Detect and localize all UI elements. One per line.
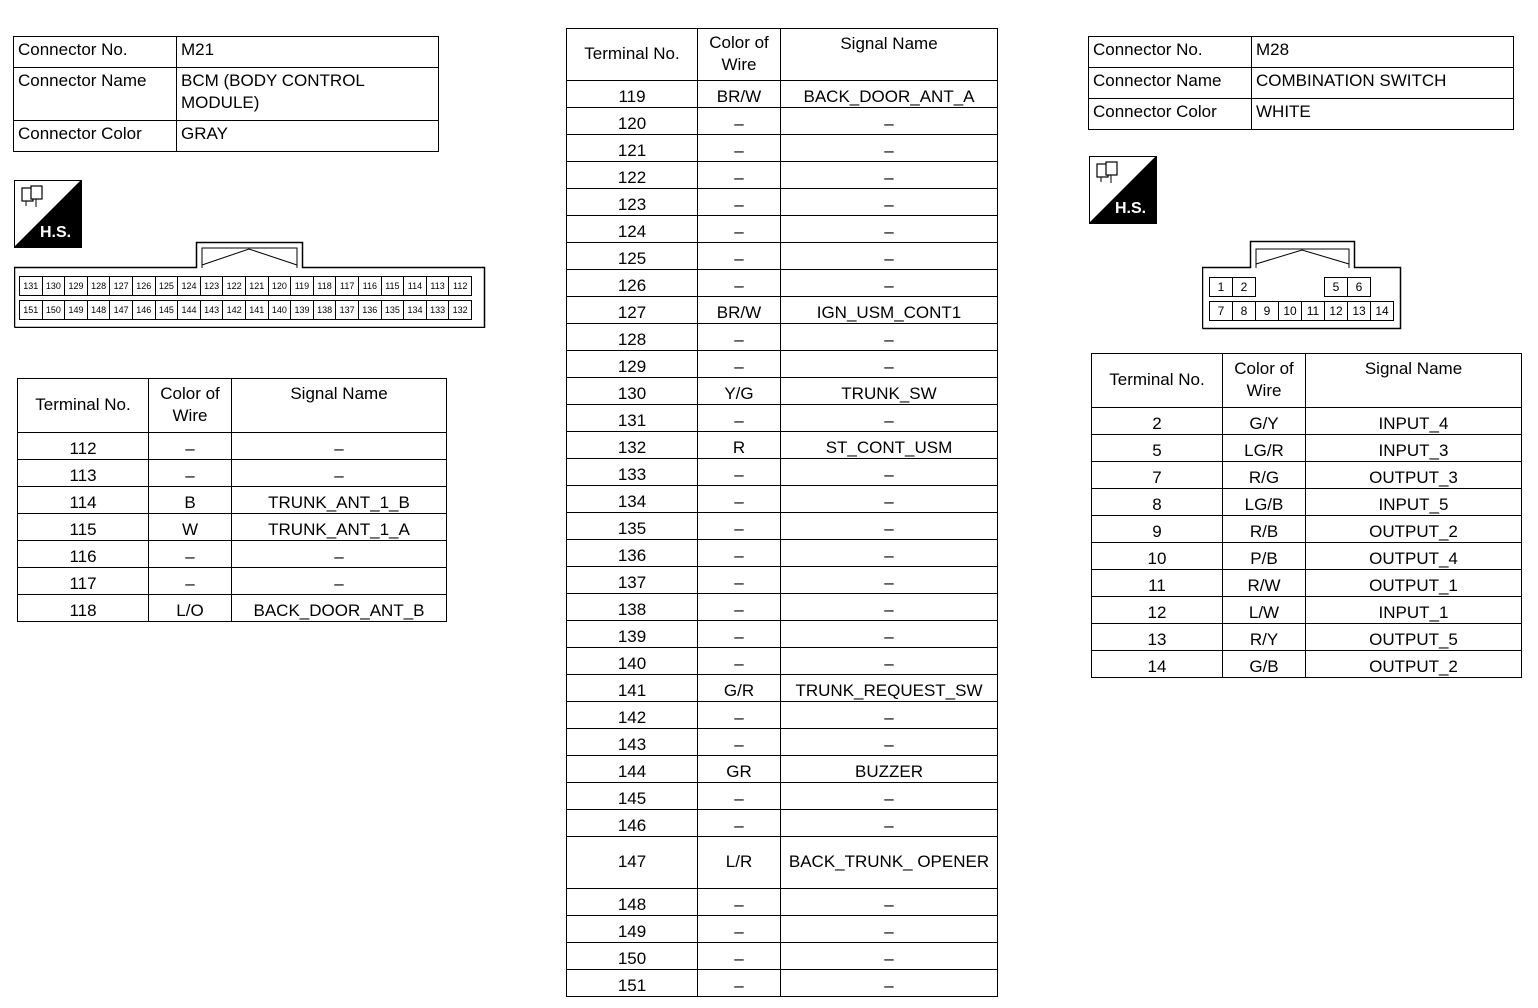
middle-signal-name-cell: –: [781, 162, 998, 189]
m28-wire-color-cell: LG/B: [1223, 489, 1306, 516]
middle-table-row: [567, 567, 998, 594]
middle-wire-color-cell: –: [698, 970, 781, 997]
middle-terminal-cell: 138: [567, 594, 698, 621]
m21-terminal-table: [17, 378, 447, 622]
m28-pin-cavity: 1: [1209, 277, 1233, 297]
middle-header-terminal: Terminal No.: [567, 29, 698, 81]
middle-wire-color-cell: –: [698, 540, 781, 567]
m21-harness-side-icon: [14, 180, 82, 248]
m21-terminal-rows: [18, 433, 447, 622]
m21-pin-cavity: 118: [313, 276, 337, 296]
m21-table-row: [18, 568, 447, 595]
m21-hs-label: H.S.: [40, 224, 72, 241]
m28-pin-cavity: 13: [1347, 301, 1371, 321]
m28-pin-cavity: [1301, 277, 1325, 297]
m21-pin-cavity: 112: [448, 276, 472, 296]
m21-terminal-cell: 112: [18, 433, 149, 460]
middle-signal-name-cell: –: [781, 459, 998, 486]
middle-signal-name-cell: –: [781, 513, 998, 540]
middle-signal-name-cell: –: [781, 889, 998, 916]
middle-table-row: [567, 729, 998, 756]
m28-pin-cavity: [1255, 277, 1279, 297]
m28-pin-cavity: 10: [1278, 301, 1302, 321]
middle-signal-name-cell: –: [781, 648, 998, 675]
m21-pin-cavity: 144: [177, 300, 201, 320]
middle-terminal-cell: 130: [567, 378, 698, 405]
middle-wire-color-cell: –: [698, 486, 781, 513]
middle-table-row: [567, 405, 998, 432]
middle-table-row: [567, 594, 998, 621]
middle-table-row: [567, 943, 998, 970]
middle-wire-color-cell: –: [698, 135, 781, 162]
m28-signal-name-cell: OUTPUT_2: [1306, 651, 1522, 678]
m28-signal-name-cell: OUTPUT_1: [1306, 570, 1522, 597]
m28-signal-name-cell: INPUT_4: [1306, 408, 1522, 435]
middle-wire-color-cell: –: [698, 351, 781, 378]
m28-terminal-cell: 10: [1092, 543, 1223, 570]
middle-terminal-cell: 146: [567, 810, 698, 837]
middle-table-row: [567, 378, 998, 405]
m21-pin-cavity: 140: [268, 300, 292, 320]
m28-terminal-cell: 2: [1092, 408, 1223, 435]
m21-connector-info: [13, 36, 439, 152]
middle-table-row: [567, 970, 998, 997]
m28-pin-cavity: 12: [1324, 301, 1348, 321]
m21-pin-cavity: 142: [222, 300, 246, 320]
m28-table-row: [1092, 543, 1522, 570]
middle-terminal-cell: 123: [567, 189, 698, 216]
m28-connector-color-value: WHITE: [1252, 99, 1514, 130]
middle-table-row: [567, 324, 998, 351]
middle-wire-color-cell: G/R: [698, 675, 781, 702]
middle-signal-name-cell: –: [781, 970, 998, 997]
middle-signal-name-cell: BACK_DOOR_ANT_A: [781, 81, 998, 108]
middle-wire-color-cell: –: [698, 702, 781, 729]
m21-header-color: Color of Wire: [149, 379, 232, 433]
middle-signal-name-cell: IGN_USM_CONT1: [781, 297, 998, 324]
m28-harness-side-icon: [1089, 156, 1157, 224]
middle-wire-color-cell: –: [698, 324, 781, 351]
m28-hs-label: H.S.: [1115, 200, 1147, 217]
middle-signal-name-cell: –: [781, 216, 998, 243]
m28-terminal-cell: 5: [1092, 435, 1223, 462]
m28-connector-color-label: Connector Color: [1089, 99, 1252, 130]
m21-connector-face: [14, 240, 486, 328]
m21-pin-cavity: 119: [290, 276, 314, 296]
middle-terminal-cell: 135: [567, 513, 698, 540]
middle-wire-color-cell: GR: [698, 756, 781, 783]
m21-signal-name-cell: TRUNK_ANT_1_A: [232, 514, 447, 541]
m21-table-row: [18, 487, 447, 514]
middle-signal-name-cell: –: [781, 916, 998, 943]
m21-table-row: [18, 460, 447, 487]
middle-wire-color-cell: –: [698, 648, 781, 675]
m21-wire-color-cell: –: [149, 541, 232, 568]
middle-table-row: [567, 889, 998, 916]
middle-terminal-cell: 136: [567, 540, 698, 567]
m21-wire-color-cell: –: [149, 568, 232, 595]
m28-connector-info: [1088, 36, 1514, 130]
middle-signal-name-cell: –: [781, 270, 998, 297]
middle-terminal-cell: 124: [567, 216, 698, 243]
middle-wire-color-cell: –: [698, 567, 781, 594]
m28-terminal-cell: 8: [1092, 489, 1223, 516]
middle-wire-color-cell: –: [698, 810, 781, 837]
middle-table-row: [567, 81, 998, 108]
m21-pin-cavity: 137: [335, 300, 359, 320]
middle-terminal-cell: 127: [567, 297, 698, 324]
middle-wire-color-cell: –: [698, 270, 781, 297]
m28-wire-color-cell: P/B: [1223, 543, 1306, 570]
middle-terminal-cell: 121: [567, 135, 698, 162]
middle-terminal-cell: 145: [567, 783, 698, 810]
m28-header-terminal: Terminal No.: [1092, 354, 1223, 408]
middle-terminal-rows: [567, 81, 998, 997]
m21-pin-cavity: 115: [381, 276, 405, 296]
middle-header-signal: Signal Name: [781, 29, 998, 81]
middle-wire-color-cell: –: [698, 189, 781, 216]
m28-table-row: [1092, 597, 1522, 624]
middle-signal-name-cell: –: [781, 729, 998, 756]
m21-pin-cavity: 113: [426, 276, 450, 296]
middle-table-row: [567, 810, 998, 837]
m21-table-row: [18, 595, 447, 622]
m21-wire-color-cell: L/O: [149, 595, 232, 622]
middle-wire-color-cell: –: [698, 243, 781, 270]
m21-connector-no-label: Connector No.: [14, 37, 177, 68]
middle-terminal-table: [566, 28, 998, 997]
middle-wire-color-cell: –: [698, 889, 781, 916]
m28-signal-name-cell: OUTPUT_2: [1306, 516, 1522, 543]
m28-signal-name-cell: OUTPUT_4: [1306, 543, 1522, 570]
m28-terminal-cell: 14: [1092, 651, 1223, 678]
middle-table-row: [567, 702, 998, 729]
m21-pin-cavity: 120: [268, 276, 292, 296]
m21-pin-cavity: 122: [222, 276, 246, 296]
middle-terminal-cell: 147: [567, 837, 698, 889]
middle-signal-name-cell: –: [781, 943, 998, 970]
m28-wire-color-cell: G/Y: [1223, 408, 1306, 435]
middle-table-row: [567, 756, 998, 783]
middle-wire-color-cell: –: [698, 513, 781, 540]
middle-wire-color-cell: –: [698, 405, 781, 432]
m21-pin-cavity: 147: [109, 300, 133, 320]
m28-signal-name-cell: INPUT_3: [1306, 435, 1522, 462]
middle-signal-name-cell: TRUNK_SW: [781, 378, 998, 405]
middle-wire-color-cell: –: [698, 916, 781, 943]
middle-header-color: Color of Wire: [698, 29, 781, 81]
middle-signal-name-cell: –: [781, 486, 998, 513]
middle-table-row: [567, 432, 998, 459]
m21-pin-cavity: 135: [381, 300, 405, 320]
m21-pin-cavity: 132: [448, 300, 472, 320]
middle-table-row: [567, 540, 998, 567]
middle-table-row: [567, 783, 998, 810]
middle-wire-color-cell: BR/W: [698, 297, 781, 324]
middle-terminal-cell: 141: [567, 675, 698, 702]
m28-wire-color-cell: LG/R: [1223, 435, 1306, 462]
middle-terminal-cell: 151: [567, 970, 698, 997]
m21-pin-cavity: 126: [132, 276, 156, 296]
middle-signal-name-cell: –: [781, 351, 998, 378]
m21-pin-cavity: 151: [19, 300, 43, 320]
middle-wire-color-cell: Y/G: [698, 378, 781, 405]
middle-wire-color-cell: L/R: [698, 837, 781, 889]
middle-table-row: [567, 270, 998, 297]
middle-terminal-cell: 149: [567, 916, 698, 943]
m28-pin-cavity: 9: [1255, 301, 1279, 321]
middle-signal-name-cell: BUZZER: [781, 756, 998, 783]
middle-signal-name-cell: –: [781, 594, 998, 621]
middle-table-row: [567, 108, 998, 135]
m21-signal-name-cell: –: [232, 568, 447, 595]
middle-signal-name-cell: –: [781, 540, 998, 567]
m28-wire-color-cell: R/W: [1223, 570, 1306, 597]
middle-signal-name-cell: BACK_TRUNK_ OPENER: [781, 837, 998, 889]
m28-signal-name-cell: OUTPUT_5: [1306, 624, 1522, 651]
middle-signal-name-cell: –: [781, 567, 998, 594]
middle-terminal-cell: 150: [567, 943, 698, 970]
m21-terminal-cell: 116: [18, 541, 149, 568]
middle-terminal-cell: 119: [567, 81, 698, 108]
middle-table-row: [567, 621, 998, 648]
m21-pin-cavity: 128: [87, 276, 111, 296]
middle-wire-color-cell: –: [698, 729, 781, 756]
m21-pin-cavity: 139: [290, 300, 314, 320]
m28-connector-name-label: Connector Name: [1089, 68, 1252, 99]
m21-table-row: [18, 433, 447, 460]
m28-terminal-cell: 12: [1092, 597, 1223, 624]
m21-table-row: [18, 514, 447, 541]
middle-table-row: [567, 243, 998, 270]
m21-pin-cavity: 146: [132, 300, 156, 320]
m28-table-row: [1092, 570, 1522, 597]
middle-terminal-cell: 134: [567, 486, 698, 513]
m28-terminal-cell: 11: [1092, 570, 1223, 597]
middle-signal-name-cell: –: [781, 405, 998, 432]
middle-signal-name-cell: –: [781, 324, 998, 351]
m21-pin-cavity: 150: [42, 300, 66, 320]
m21-pin-cavity: 129: [64, 276, 88, 296]
middle-signal-name-cell: –: [781, 810, 998, 837]
m21-table-row: [18, 541, 447, 568]
middle-terminal-cell: 122: [567, 162, 698, 189]
m28-wire-color-cell: R/B: [1223, 516, 1306, 543]
middle-terminal-cell: 120: [567, 108, 698, 135]
middle-wire-color-cell: –: [698, 943, 781, 970]
m21-pin-cavity: 116: [358, 276, 382, 296]
m28-terminal-cell: 13: [1092, 624, 1223, 651]
middle-signal-name-cell: –: [781, 108, 998, 135]
middle-signal-name-cell: –: [781, 243, 998, 270]
m28-terminal-rows: [1092, 408, 1522, 678]
middle-terminal-cell: 148: [567, 889, 698, 916]
m21-pin-cavity: 143: [200, 300, 224, 320]
middle-table-row: [567, 459, 998, 486]
m28-connector-name-value: COMBINATION SWITCH: [1252, 68, 1514, 99]
m28-pin-cavity: [1278, 277, 1302, 297]
m21-pin-cavity: 117: [335, 276, 359, 296]
middle-terminal-cell: 133: [567, 459, 698, 486]
m21-pin-cavity: 125: [155, 276, 179, 296]
middle-terminal-cell: 132: [567, 432, 698, 459]
m21-connector-name-label: Connector Name: [14, 68, 177, 121]
m28-signal-name-cell: OUTPUT_3: [1306, 462, 1522, 489]
m21-pin-cavity: 134: [403, 300, 427, 320]
middle-wire-color-cell: –: [698, 162, 781, 189]
m28-pin-cavity: 6: [1347, 277, 1371, 297]
m21-wire-color-cell: –: [149, 460, 232, 487]
middle-terminal-cell: 143: [567, 729, 698, 756]
middle-terminal-cell: 131: [567, 405, 698, 432]
middle-terminal-cell: 128: [567, 324, 698, 351]
middle-signal-name-cell: TRUNK_REQUEST_SW: [781, 675, 998, 702]
m28-table-row: [1092, 624, 1522, 651]
m21-wire-color-cell: –: [149, 433, 232, 460]
m28-table-row: [1092, 435, 1522, 462]
middle-signal-name-cell: ST_CONT_USM: [781, 432, 998, 459]
m28-header-color: Color of Wire: [1223, 354, 1306, 408]
middle-signal-name-cell: –: [781, 135, 998, 162]
m28-pin-cavity: 5: [1324, 277, 1348, 297]
m21-connector-color-value: GRAY: [177, 121, 439, 152]
m21-pin-cavity: 149: [64, 300, 88, 320]
middle-table-row: [567, 162, 998, 189]
m28-pin-cavity: 8: [1232, 301, 1256, 321]
m21-pin-cavity: 133: [426, 300, 450, 320]
m28-connector-no-label: Connector No.: [1089, 37, 1252, 68]
m21-signal-name-cell: –: [232, 460, 447, 487]
middle-table-row: [567, 216, 998, 243]
m21-signal-name-cell: –: [232, 433, 447, 460]
middle-wire-color-cell: –: [698, 216, 781, 243]
middle-table-row: [567, 351, 998, 378]
m21-terminal-cell: 117: [18, 568, 149, 595]
m28-wire-color-cell: R/Y: [1223, 624, 1306, 651]
m21-connector-no-value: M21: [177, 37, 439, 68]
m28-table-row: [1092, 516, 1522, 543]
middle-terminal-cell: 137: [567, 567, 698, 594]
middle-table-row: [567, 675, 998, 702]
m21-terminal-cell: 118: [18, 595, 149, 622]
m28-table-row: [1092, 489, 1522, 516]
m21-header-terminal: Terminal No.: [18, 379, 149, 433]
middle-wire-color-cell: –: [698, 621, 781, 648]
m21-pin-cavity: 145: [155, 300, 179, 320]
m21-pin-cavity: 148: [87, 300, 111, 320]
middle-table-row: [567, 135, 998, 162]
middle-table-row: [567, 837, 998, 889]
m28-pin-cavity: 11: [1301, 301, 1325, 321]
middle-wire-color-cell: –: [698, 594, 781, 621]
m28-pin-cavity: 14: [1370, 301, 1394, 321]
m28-terminal-cell: 9: [1092, 516, 1223, 543]
m28-pin-cavity: 7: [1209, 301, 1233, 321]
middle-terminal-cell: 144: [567, 756, 698, 783]
m28-wire-color-cell: R/G: [1223, 462, 1306, 489]
middle-signal-name-cell: –: [781, 621, 998, 648]
middle-wire-color-cell: BR/W: [698, 81, 781, 108]
m21-pin-cavity: 124: [177, 276, 201, 296]
m21-header-signal: Signal Name: [232, 379, 447, 433]
m21-connector-color-label: Connector Color: [14, 121, 177, 152]
middle-terminal-cell: 129: [567, 351, 698, 378]
middle-signal-name-cell: –: [781, 702, 998, 729]
m21-pin-cavity: 131: [19, 276, 43, 296]
middle-wire-color-cell: –: [698, 783, 781, 810]
m28-wire-color-cell: L/W: [1223, 597, 1306, 624]
m28-table-row: [1092, 408, 1522, 435]
m21-terminal-cell: 115: [18, 514, 149, 541]
m21-pin-cavity: 123: [200, 276, 224, 296]
m28-connector-no-value: M28: [1252, 37, 1514, 68]
m21-pin-cavity: 127: [109, 276, 133, 296]
m21-terminal-cell: 113: [18, 460, 149, 487]
middle-table-row: [567, 916, 998, 943]
middle-table-row: [567, 297, 998, 324]
middle-terminal-cell: 142: [567, 702, 698, 729]
m21-pin-cavity: 121: [245, 276, 269, 296]
middle-wire-color-cell: R: [698, 432, 781, 459]
m21-pin-cavity: 141: [245, 300, 269, 320]
middle-wire-color-cell: –: [698, 108, 781, 135]
m28-terminal-cell: 7: [1092, 462, 1223, 489]
m21-signal-name-cell: BACK_DOOR_ANT_B: [232, 595, 447, 622]
middle-table-row: [567, 513, 998, 540]
m21-signal-name-cell: –: [232, 541, 447, 568]
middle-terminal-cell: 140: [567, 648, 698, 675]
m28-table-row: [1092, 651, 1522, 678]
middle-terminal-cell: 125: [567, 243, 698, 270]
m28-signal-name-cell: INPUT_1: [1306, 597, 1522, 624]
middle-terminal-cell: 126: [567, 270, 698, 297]
middle-terminal-cell: 139: [567, 621, 698, 648]
m28-header-signal: Signal Name: [1306, 354, 1522, 408]
middle-signal-name-cell: –: [781, 783, 998, 810]
m21-signal-name-cell: TRUNK_ANT_1_B: [232, 487, 447, 514]
m21-terminal-cell: 114: [18, 487, 149, 514]
m21-pin-cavity: 130: [42, 276, 66, 296]
middle-table-row: [567, 189, 998, 216]
m21-pin-cavity: 114: [403, 276, 427, 296]
m28-table-row: [1092, 462, 1522, 489]
middle-table-row: [567, 486, 998, 513]
m21-connector-name-value: BCM (BODY CONTROL MODULE): [177, 68, 439, 121]
m28-connector-face: [1202, 240, 1402, 330]
m28-terminal-table: [1091, 353, 1522, 678]
m21-wire-color-cell: W: [149, 514, 232, 541]
m28-wire-color-cell: G/B: [1223, 651, 1306, 678]
m21-pin-cavity: 138: [313, 300, 337, 320]
m28-pin-cavity: 2: [1232, 277, 1256, 297]
middle-wire-color-cell: –: [698, 459, 781, 486]
m28-signal-name-cell: INPUT_5: [1306, 489, 1522, 516]
m21-wire-color-cell: B: [149, 487, 232, 514]
m21-pin-cavity: 136: [358, 300, 382, 320]
middle-signal-name-cell: –: [781, 189, 998, 216]
middle-table-row: [567, 648, 998, 675]
